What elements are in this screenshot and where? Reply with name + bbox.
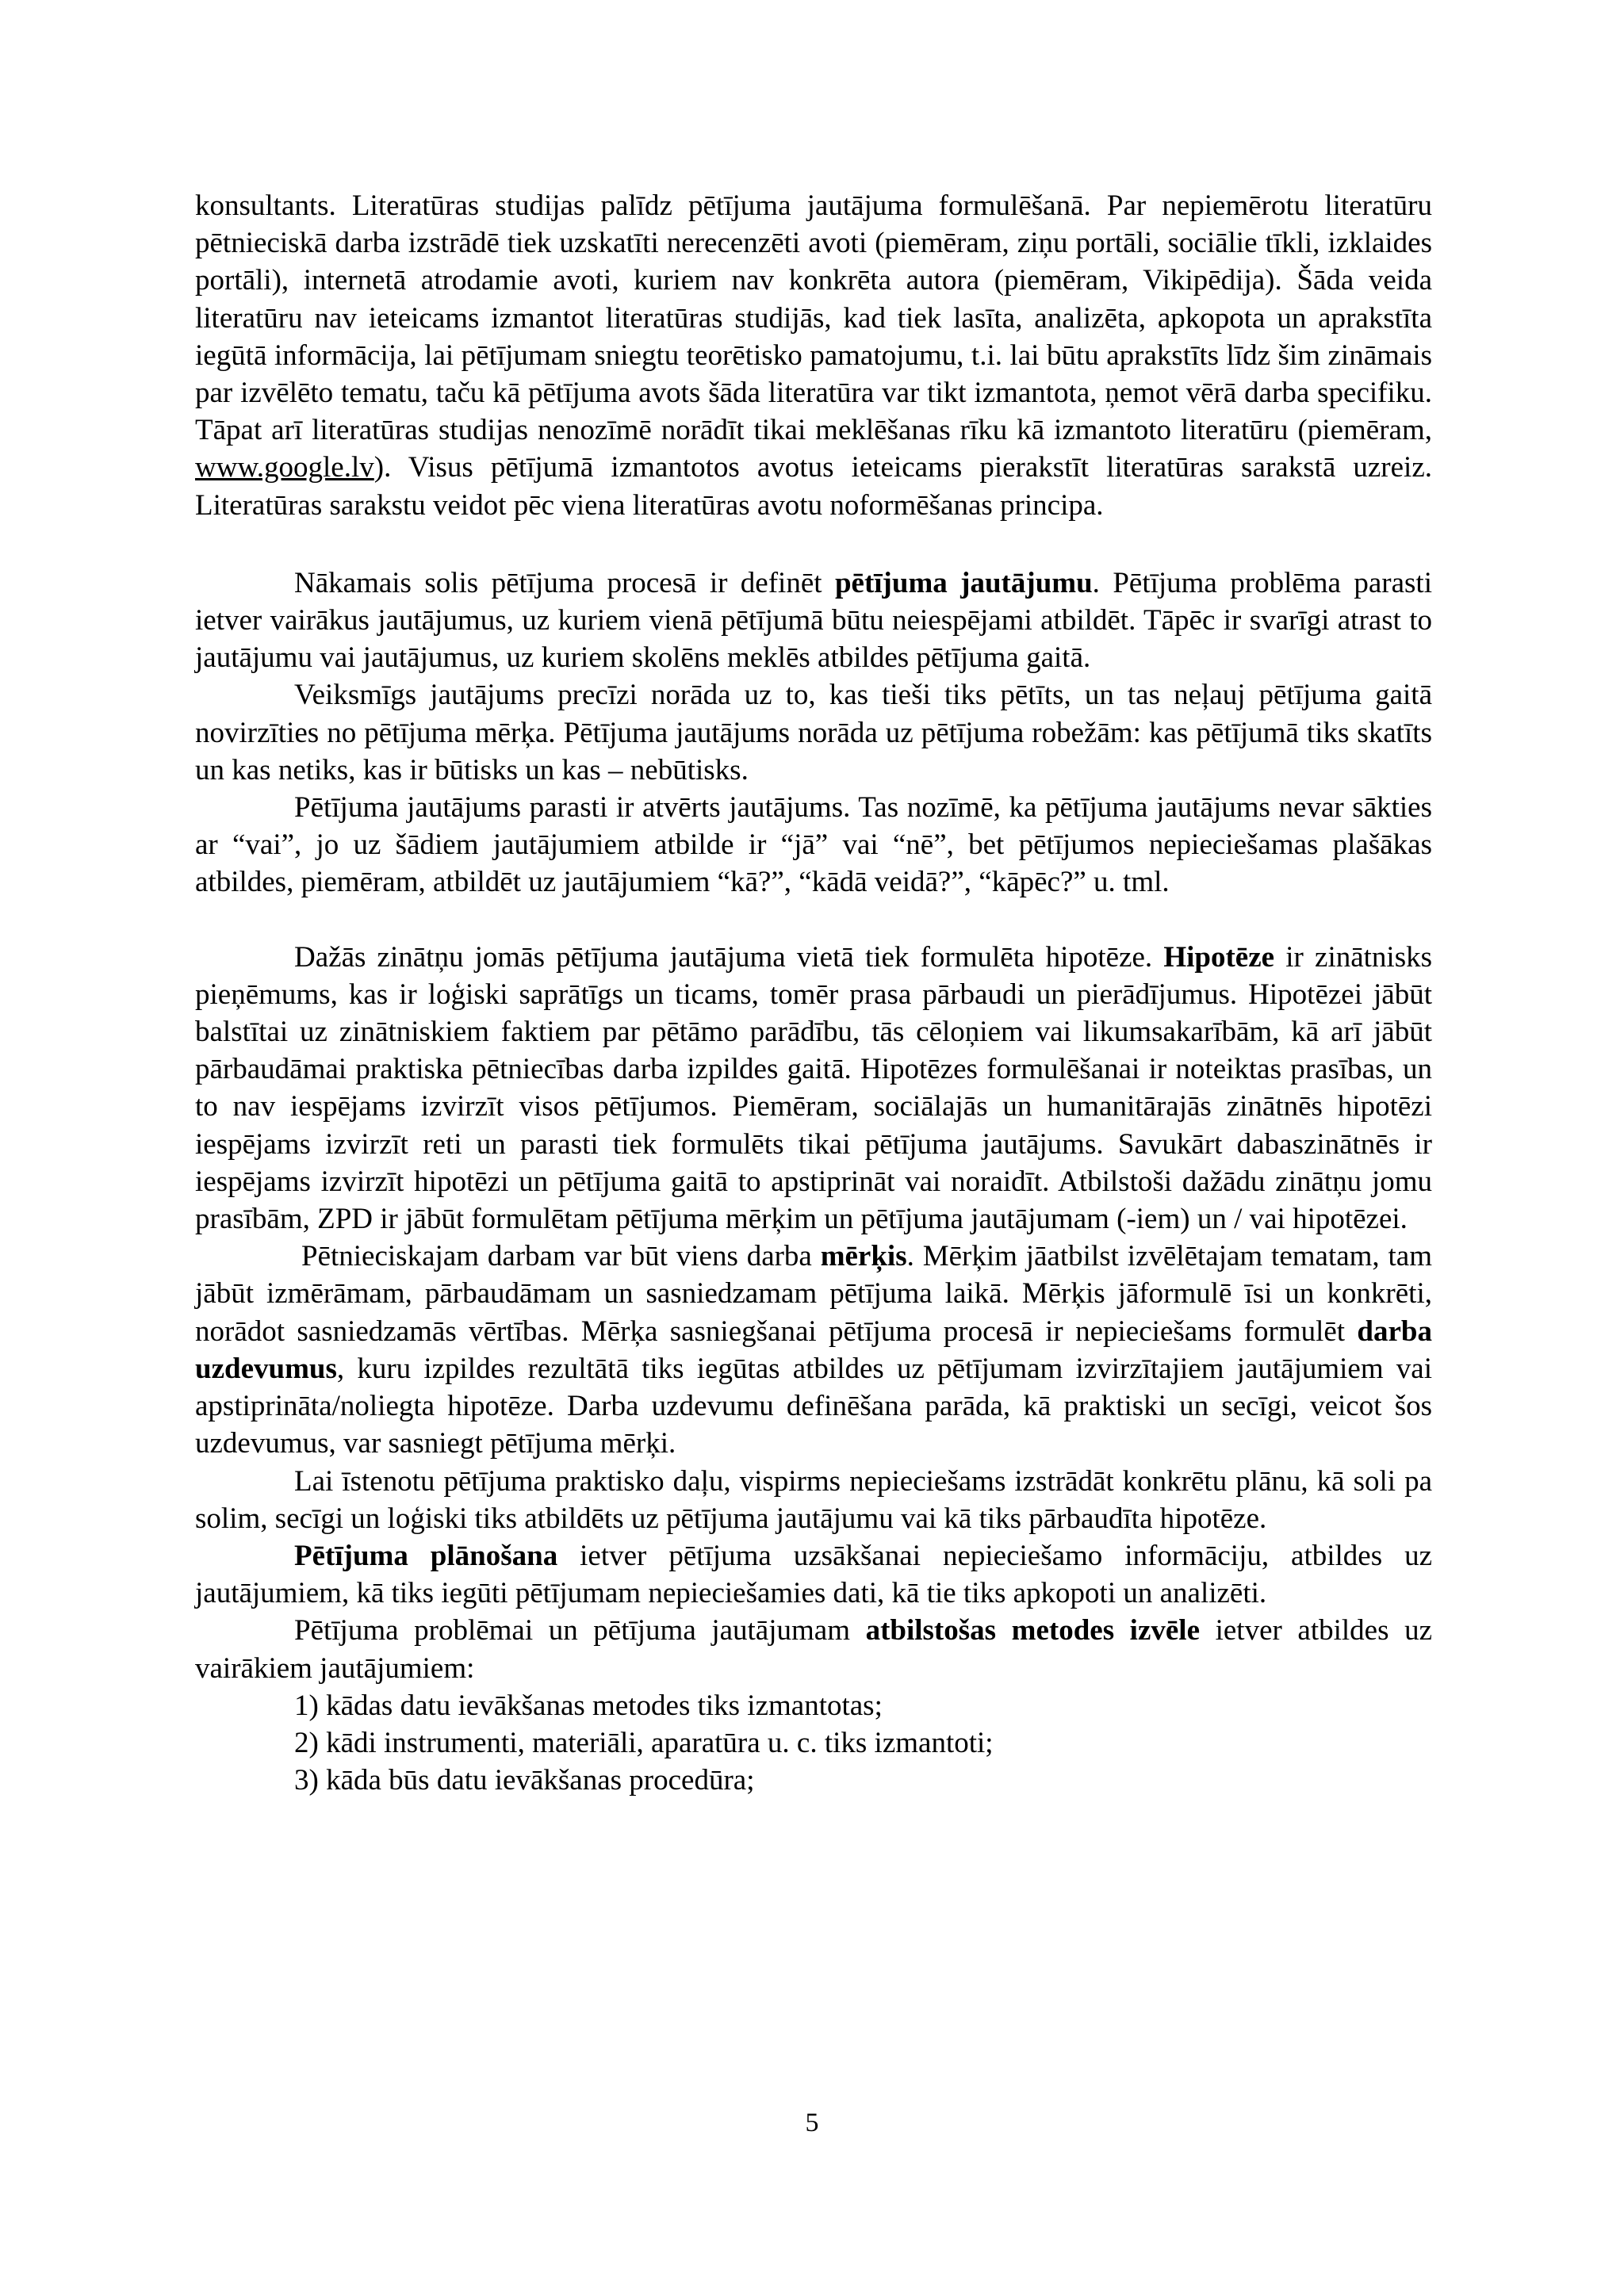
paragraph-method-choice: [195, 1612, 1432, 1686]
text-span: Pētījuma problēmai un pētījuma jautājumam: [294, 1614, 866, 1647]
text-span: ir zinātnisks pieņēmums, kas ir loģiski saprātīgs un ticams, tomēr prasa pārbaudi un pierādījumus. Hipotēzei jābūt balstītai uz zinātniskiem faktiem par pētāmo parādību, tās cēloņiem vai likumsakarībām, kā arī jābūt pārbaudāmai praktiska pētniecības darba izpildes gaitā. Hipotēzes formulēšanai ir noteiktas prasības, un to nav iespējams izvirzīt visos pētījumos. Piemēram, sociālajās un humanitārajās zinātnēs hipotēzi iespējams izvirzīt reti un parasti tiek formulēts tikai pētījuma jautājums. Savukārt dabaszinātnēs ir iespējams izvirzīt hipotēzi un pētījuma gaitā to apstiprināt vai noraidīt. Atbilstoši dažādu zinātņu jomu prasībām, ZPD ir jābūt formulētam pētījuma mērķim un pētījuma jautājumam (-iem) un / vai hipotēzei.: [195, 940, 1432, 1236]
bold-term-tasks: darba uzdevumus: [195, 1314, 1432, 1385]
bold-term-hypothesis: Hipotēze: [1163, 940, 1275, 974]
google-link[interactable]: www.google.lv: [195, 451, 374, 484]
text-span: Dažās zinātņu jomās pētījuma jautājuma vietā tiek formulēta hipotēze.: [294, 940, 1164, 974]
bold-term-goal: mērķis: [820, 1240, 907, 1273]
paragraph-hypothesis: [195, 939, 1432, 1238]
page-number: 5: [805, 2108, 819, 2137]
text-span: . Pētījuma problēma parasti ietver vairākus jautājumus, uz kuriem vienā pētījumā būtu neiespējami atbildēt. Tāpēc ir svarīgi atrast to jautājumu vai jautājumus, uz kuriem skolēns meklēs atbildes pētījuma gaitā.: [195, 566, 1432, 675]
paragraph-practical-part: [195, 1463, 1432, 1537]
text-span: Pētnieciskajam darbam var būt viens darba: [301, 1240, 821, 1273]
list-item: 2) kādi instrumenti, materiāli, aparatūra u. c. tiks izmantoti;: [294, 1726, 994, 1759]
method-questions-list: [195, 1687, 1432, 1800]
text-span: ). Visus pētījumā izmantotos avotus ieteicams pierakstīt literatūras sarakstā uzreiz. Literatūras sarakstu veidot pēc viena literatūras avotu noformēšanas principa.: [195, 451, 1432, 522]
paragraph-research-question: [195, 564, 1432, 677]
text-span: ietver pētījuma uzsākšanai nepieciešamo informāciju, atbildes uz jautājumiem, kā tiks iegūti pētījumam nepieciešamies dati, kā tie tiks apkopoti un analizēti.: [195, 1539, 1432, 1610]
bold-term-research-question: pētījuma jautājumu: [834, 566, 1093, 599]
text-span: Pētījuma jautājums parasti ir atvērts jautājums. Tas nozīmē, ka pētījuma jautājums nevar sākties ar “vai”, jo uz šādiem jautājumiem atbilde ir “jā” vai “nē”, bet pētījumos nepieciešamas plašākas atbildes, piemēram, atbildēt uz jautājumiem “kā?”, “kādā veidā?”, “kāpēc?” u. tml.: [195, 791, 1432, 899]
text-span: konsultants. Literatūras studijas palīdz pētījuma jautājuma formulēšanā. Par nepiemērotu literatūru pētnieciskā darba izstrādē tiek uzskatīti nerecenzēti avoti (piemēram, ziņu portāli, sociālie tīkli, izklaides portāli), internetā atrodamie avoti, kuriem nav konkrēta autora (piemēram, Vikipēdija). Šāda veida literatūru nav ieteicams izmantot literatūras studijās, kad tiek lasīta, analizēta, apkopota un aprakstīta iegūtā informācija, lai pētījumam sniegtu teorētisko pamatojumu, t.i. lai būtu aprakstīts līdz šim zināmais par izvēlēto tematu, taču kā pētījuma avots šāda literatūra var tikt izmantota, ņemot vērā darba specifiku. Tāpat arī literatūras studijas nenozīmē norādīt tikai meklēšanas rīku kā izmantoto literatūru (piemēram,: [195, 189, 1432, 447]
document-page: [195, 187, 1432, 1799]
text-span: Nākamais solis pētījuma procesā ir definēt: [294, 566, 835, 599]
paragraph-successful-question: [195, 676, 1432, 789]
paragraph-goal: [195, 1238, 1432, 1462]
bold-term-planning: Pētījuma plānošana: [294, 1539, 558, 1572]
text-span: ietver atbildes uz vairākiem jautājumiem:: [195, 1614, 1432, 1685]
list-item: 1) kādas datu ievākšanas metodes tiks izmantotas;: [294, 1689, 883, 1722]
text-span: Veiksmīgs jautājums precīzi norāda uz to, kas tieši tiks pētīts, un tas neļauj pētījuma gaitā novirzīties no pētījuma mērķa. Pētījuma jautājums norāda uz pētījuma robežām: kas pētījumā tiks skatīts un kas netiks, kas ir būtisks un kas – nebūtisks.: [195, 679, 1432, 786]
list-item: 3) kāda būs datu ievākšanas procedūra;: [294, 1764, 755, 1797]
text-span: , kuru izpildes rezultātā tiks iegūtas atbildes uz pētījumam izvirzītajiem jautājumiem vai apstiprināta/noliegta hipotēze. Darba uzdevumu definēšana parāda, kā praktiski un secīgi, veicot šos uzdevumus, var sasniegt pētījuma mērķi.: [195, 1352, 1432, 1460]
text-span: . Mērķim jāatbilst izvēlētajam tematam, tam jābūt izmērāmam, pārbaudāmam un sasniedzamam pētījuma laikā. Mērķis jāformulē īsi un konkrēti, norādot sasniedzamās vērtības. Mērķa sasniegšanai pētījuma procesā ir nepieciešams formulēt: [195, 1240, 1432, 1348]
text-span: Lai īstenotu pētījuma praktisko daļu, vispirms nepieciešams izstrādāt konkrētu plānu, kā soli pa solim, secīgi un loģiski tiks atbildēts uz pētījuma jautājumu vai kā tiks pārbaudīta hipotēze.: [195, 1464, 1432, 1535]
paragraph-literature-studies: [195, 187, 1432, 524]
bold-term-method-choice: atbilstošas metodes izvēle: [865, 1614, 1201, 1647]
paragraph-planning: [195, 1537, 1432, 1612]
paragraph-open-question: [195, 789, 1432, 901]
